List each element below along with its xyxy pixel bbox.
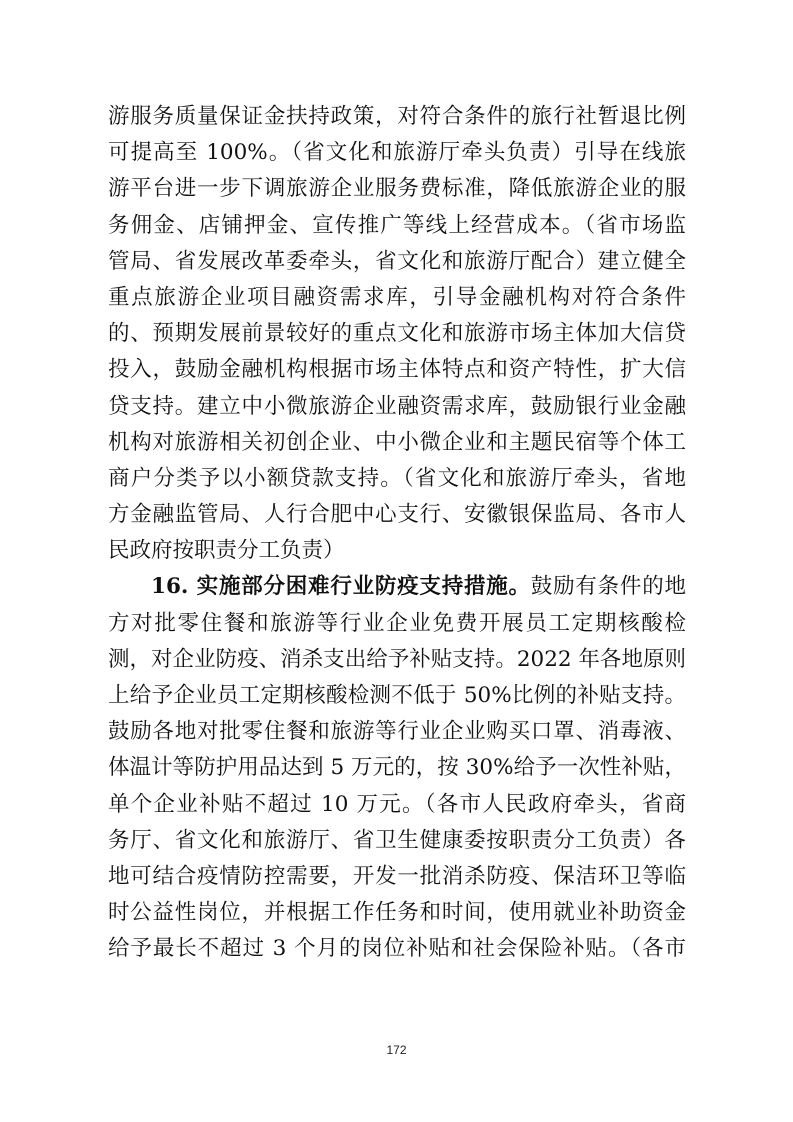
paragraph-2 — [108, 569, 686, 967]
text-line: 给予最长不超过 3 个月的岗位补贴和社会保险补贴。（各市 — [108, 936, 686, 962]
text-line: 方金融监管局、人行合肥中心支行、安徽银保监局、各市人 — [108, 502, 686, 528]
section-heading: 16. 实施部分困难行业防疫支持措施。 — [151, 574, 531, 600]
text-line: 商户分类予以小额贷款支持。（省文化和旅游厅牵头，省地 — [108, 465, 686, 491]
text-line: 体温计等防护用品达到 5 万元的，按 30%给予一次性补贴， — [108, 755, 686, 781]
text-line: 地可结合疫情防控需要，开发一批消杀防疫、保洁环卫等临 — [108, 863, 686, 889]
text-line-heading — [108, 569, 686, 605]
text-line: 务佣金、店铺押金、宣传推广等线上经营成本。（省市场监 — [108, 212, 686, 238]
text-line: 务厅、省文化和旅游厅、省卫生健康委按职责分工负责）各 — [108, 827, 686, 853]
text-line: 可提高至 100%。（省文化和旅游厅牵头负责）引导在线旅 — [108, 140, 686, 166]
text-line: 的、预期发展前景较好的重点文化和旅游市场主体加大信贷 — [108, 321, 686, 347]
text-line: 上给予企业员工定期核酸检测不低于 50%比例的补贴支持。 — [108, 683, 686, 708]
text-line: 游服务质量保证金扶持政策，对符合条件的旅行社暂退比例 — [108, 104, 686, 129]
text-line: 测，对企业防疫、消杀支出给予补贴支持。2022 年各地原则 — [108, 646, 686, 672]
body-text — [108, 99, 686, 968]
text-line: 时公益性岗位，并根据工作任务和时间，使用就业补助资金 — [108, 900, 686, 926]
text-line: 重点旅游企业项目融资需求库，引导金融机构对符合条件 — [108, 284, 686, 310]
text-line: 单个企业补贴不超过 10 万元。（各市人民政府牵头，省商 — [108, 791, 686, 817]
page-number: 172 — [386, 1043, 407, 1057]
text-line: 机构对旅游相关初创企业、中小微企业和主题民宿等个体工 — [108, 429, 686, 455]
text-line: 民政府按职责分工负责） — [108, 538, 345, 564]
paragraph-1 — [108, 99, 686, 569]
text-line: 游平台进一步下调旅游企业服务费标准，降低旅游企业的服 — [108, 176, 686, 202]
text-line: 贷支持。建立中小微旅游企业融资需求库，鼓励银行业金融 — [108, 393, 686, 419]
text-line: 方对批零住餐和旅游等行业企业免费开展员工定期核酸检 — [108, 610, 686, 636]
text-line: 投入，鼓励金融机构根据市场主体特点和资产特性，扩大信 — [108, 357, 686, 383]
text-line: 鼓励各地对批零住餐和旅游等行业企业购买口罩、消毒液、 — [108, 719, 686, 745]
heading-continuation: 鼓励有条件的地 — [530, 574, 686, 600]
text-line: 管局、省发展改革委牵头，省文化和旅游厅配合）建立健全 — [108, 248, 686, 274]
